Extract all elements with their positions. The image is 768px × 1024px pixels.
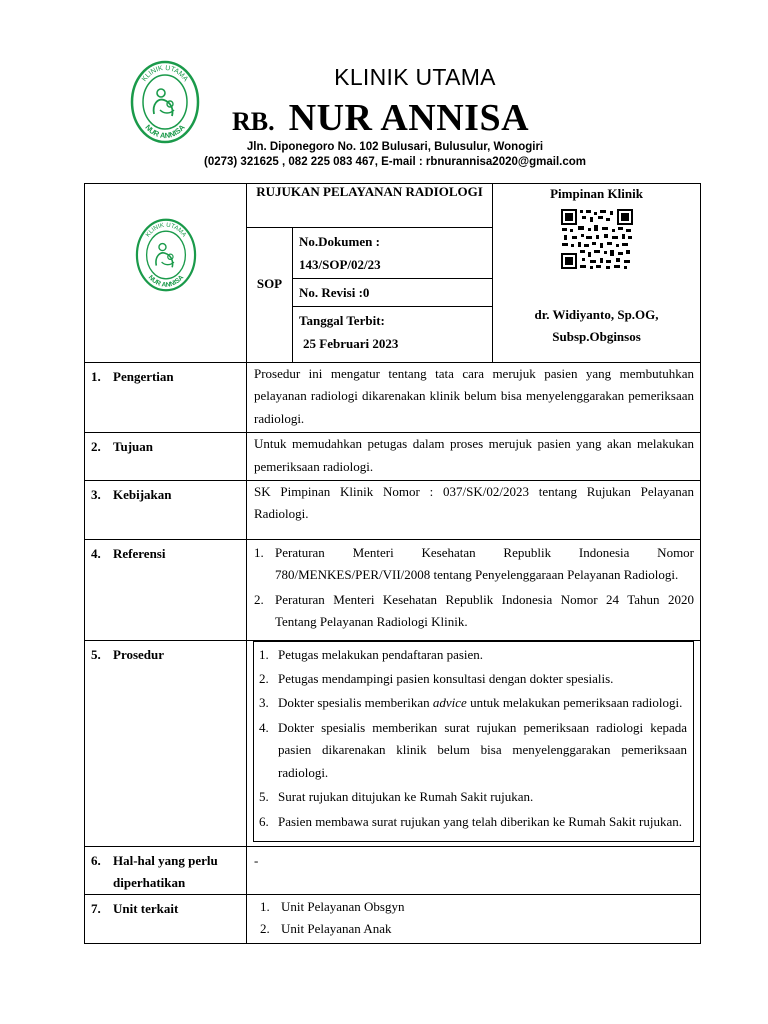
clinic-logo: [130, 60, 200, 144]
kebijakan-label: Kebijakan: [113, 487, 172, 503]
kebijakan-number: 3.: [91, 487, 101, 503]
list-item: [258, 717, 687, 784]
prosedur-item-text: Surat rujukan ditujukan ke Rumah Sakit rujukan.: [278, 789, 534, 805]
referensi-item-number: 1.: [254, 545, 264, 561]
unit-list: [259, 896, 694, 941]
prosedur-box: [253, 641, 694, 842]
prosedur-cell: [247, 640, 701, 846]
tanggal-cell: [293, 307, 493, 363]
list-item: [258, 668, 687, 690]
hal-label-line1: Hal-hal yang perlu: [113, 852, 218, 868]
no-dokumen-label: No.Dokumen :: [299, 234, 380, 249]
prosedur-item-number: 5.: [259, 789, 269, 805]
clinic-logo-small: [135, 218, 197, 292]
tujuan-label-cell: [85, 433, 247, 481]
referensi-number: 4.: [91, 546, 101, 562]
no-dokumen-cell: [293, 228, 493, 279]
clinic-contact: (0273) 321625 , 082 225 083 467, E-mail : rbnurannisa2020@gmail.com: [204, 156, 586, 168]
qr-code: [560, 208, 634, 270]
unit-label: Unit terkait: [113, 900, 179, 916]
tanggal-label: Tanggal Terbit:: [299, 313, 385, 328]
referensi-item-number: 2.: [254, 591, 264, 607]
clinic-type: KLINIK UTAMA: [334, 64, 496, 90]
hal-label-cell: [85, 846, 247, 894]
prosedur-item-text: Petugas mendampingi pasien konsultasi dengan dokter spesialis.: [278, 671, 614, 687]
referensi-list: [253, 542, 694, 638]
clinic-address-block: [180, 140, 610, 170]
clinic-name-text: NUR ANNISA: [288, 97, 530, 139]
pengertian-number: 1.: [91, 369, 101, 384]
prosedur-item-text: Petugas melakukan pendaftaran pasien.: [278, 646, 484, 662]
sop-label: SOP: [247, 228, 293, 363]
sop-table: [84, 183, 701, 944]
prosedur-item-number: 2.: [259, 671, 269, 687]
doctor-specialization: Subsp.Obginsos: [552, 329, 641, 344]
pimpinan-cell: [493, 184, 701, 363]
no-dokumen-value: 143/SOP/02/23: [299, 257, 381, 272]
unit-item-number: 1.: [260, 898, 270, 914]
referensi-label: Referensi: [113, 546, 166, 562]
logo-top-text: KLINIK UTAMA: [141, 64, 189, 83]
clinic-address: Jln. Diponegoro No. 102 Bulusari, Bulusulur, Wonogiri: [246, 141, 544, 153]
hal-label-line2: diperhatikan: [113, 874, 186, 890]
unit-item-number: 2.: [260, 921, 270, 937]
unit-label-cell: [85, 894, 247, 943]
doctor-signature-block: [493, 304, 700, 348]
unit-item-text: Unit Pelayanan Obsgyn: [281, 898, 405, 914]
document-title: RUJUKAN PELAYANAN RADIOLOGI: [247, 184, 493, 228]
pimpinan-label: Pimpinan Klinik: [550, 186, 643, 201]
unit-item-text: Unit Pelayanan Anak: [281, 921, 392, 937]
list-item: [258, 644, 687, 666]
logo-cell: [85, 184, 247, 363]
tujuan-text: Untuk memudahkan petugas dalam proses merujuk pasien yang akan melakukan pemeriksaan radiologi.: [247, 433, 701, 481]
prosedur-item-number: 1.: [259, 646, 269, 662]
unit-number: 7.: [91, 900, 101, 916]
prosedur-item-number: 4.: [259, 719, 269, 735]
list-item: [258, 692, 687, 714]
letterhead: [0, 0, 768, 180]
prosedur-label-cell: [85, 640, 247, 846]
logo-small-top-text: KLINIK UTAMA: [143, 221, 188, 239]
list-item: [258, 811, 687, 833]
doctor-name: dr. Widiyanto, Sp.OG,: [534, 307, 659, 322]
referensi-list-cell: [247, 540, 701, 641]
list-item: [253, 542, 694, 587]
pengertian-label-cell: [85, 363, 247, 433]
clinic-name: [232, 96, 529, 140]
tujuan-label: Tujuan: [113, 439, 153, 455]
list-item: [259, 896, 694, 918]
list-item: [259, 918, 694, 940]
prosedur-item-text-em: advice: [432, 695, 467, 711]
tujuan-number: 2.: [91, 439, 101, 455]
prosedur-number: 5.: [91, 646, 101, 662]
prosedur-label: Prosedur: [113, 646, 165, 662]
clinic-prefix: RB.: [232, 107, 275, 136]
prosedur-item-text: Pasien membawa surat rujukan yang telah diberikan ke Rumah Sakit rujukan.: [278, 813, 682, 829]
prosedur-item-text: Dokter spesialis memberikan surat rujukan pemeriksaan radiologi kepada pasien dikarenakan klinik belum bisa menyelenggarakan pemeriksaan radiologi.: [278, 719, 688, 780]
referensi-label-cell: [85, 540, 247, 641]
logo-bottom-text: NUR ANNISA: [143, 122, 187, 141]
kebijakan-text: SK Pimpinan Klinik Nomor : 037/SK/02/2023 tentang Rujukan Pelayanan Radiologi.: [247, 481, 701, 540]
no-revisi: No. Revisi :0: [293, 279, 493, 307]
prosedur-item-number: 3.: [259, 695, 269, 711]
prosedur-item-text-pre: Dokter spesialis memberikan: [278, 695, 430, 711]
logo-small-bottom-text: NUR ANNISA: [146, 274, 185, 289]
prosedur-item-number: 6.: [259, 813, 269, 829]
pengertian-label: Pengertian: [113, 369, 174, 384]
referensi-item-text: Peraturan Menteri Kesehatan Republik Indonesia Nomor 24 Tahun 2020 Tentang Pelayanan Radiologi Klinik.: [275, 591, 695, 630]
list-item: [253, 589, 694, 634]
prosedur-item-text-post: untuk melakukan pemeriksaan radiologi.: [470, 695, 683, 711]
prosedur-list: [258, 644, 687, 837]
pengertian-text: Prosedur ini mengatur tentang tata cara merujuk pasien yang membutuhkan pelayanan radiologi dikarenakan klinik belum bisa menyelenggarakan pemeriksaan radiologi.: [247, 363, 701, 433]
tanggal-value: 25 Februari 2023: [303, 336, 399, 351]
unit-list-cell: [247, 894, 701, 943]
hal-text: -: [247, 846, 701, 894]
list-item: [258, 786, 687, 808]
hal-number: 6.: [91, 852, 101, 868]
kebijakan-label-cell: [85, 481, 247, 540]
referensi-item-text: Peraturan Menteri Kesehatan Republik Indonesia Nomor 780/MENKES/PER/VII/2008 tentang Penyelenggaraan Pelayanan Radiologi.: [275, 545, 695, 583]
